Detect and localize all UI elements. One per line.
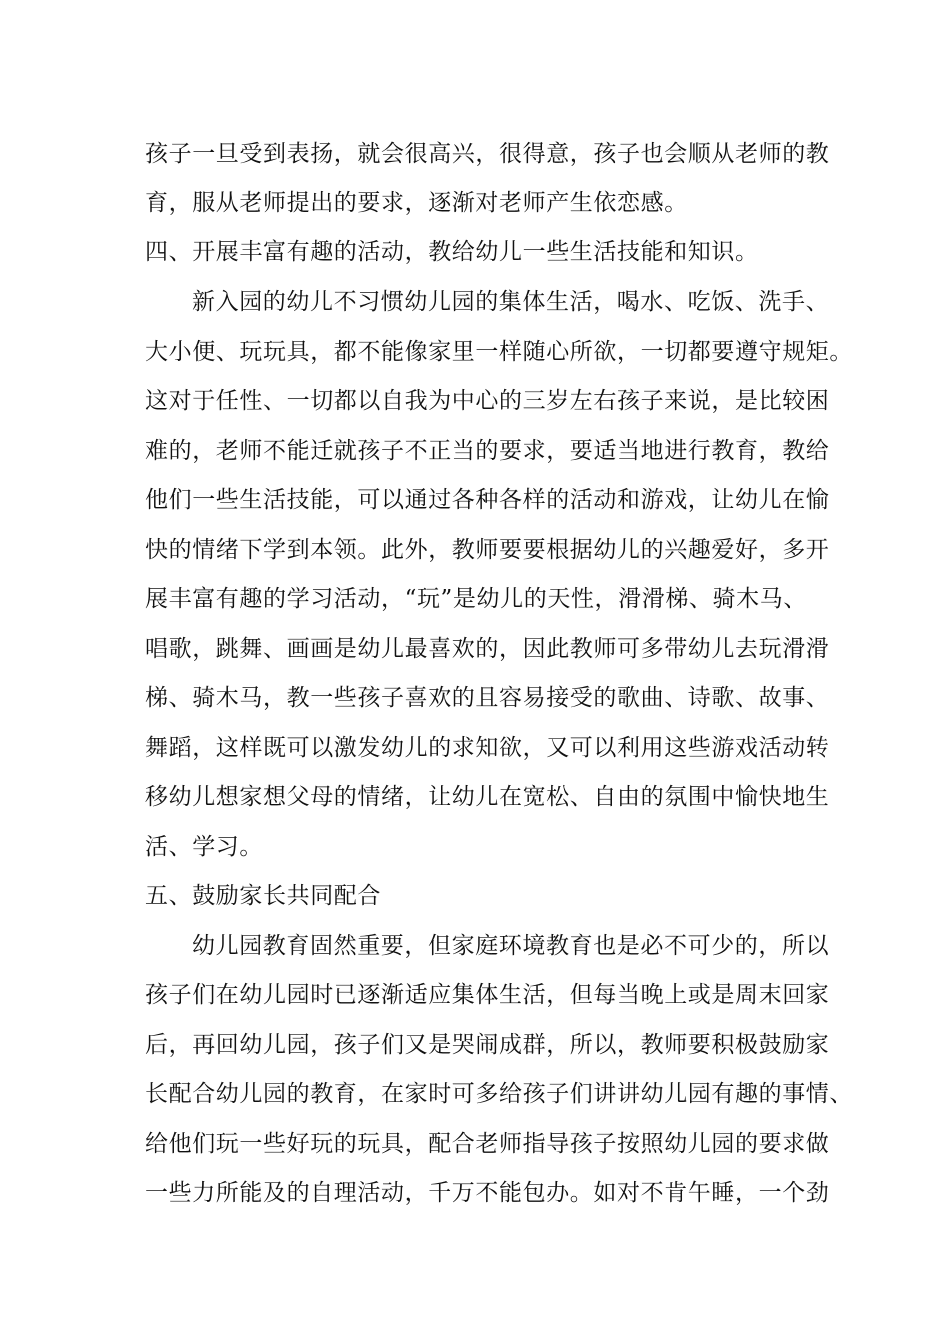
section-heading-5: 五、鼓励家长共同配合 bbox=[145, 883, 381, 909]
text-line-18: 孩子们在幼儿园时已逐渐适应集体生活，但每当晚上或是周末回家 bbox=[145, 982, 830, 1008]
text-line-10: 展丰富有趣的学习活动，“玩”是幼儿的天性，滑滑梯、骑木马、 bbox=[145, 586, 807, 612]
text-line-1: 孩子一旦受到表扬，就会很高兴，很得意，孩子也会顺从老师的教 bbox=[145, 141, 830, 167]
text-line-6: 这对于任性、一切都以自我为中心的三岁左右孩子来说，是比较困 bbox=[145, 388, 830, 414]
text-line-17: 幼儿园教育固然重要，但家庭环境教育也是必不可少的，所以 bbox=[192, 933, 830, 959]
text-line-2: 育，服从老师提出的要求，逐渐对老师产生依恋感。 bbox=[145, 190, 688, 216]
text-line-11: 唱歌，跳舞、画画是幼儿最喜欢的，因此教师可多带幼儿去玩滑滑 bbox=[145, 636, 830, 662]
text-line-19: 后，再回幼儿园，孩子们又是哭闹成群，所以，教师要积极鼓励家 bbox=[145, 1032, 830, 1058]
text-line-22: 一些力所能及的自理活动，千万不能包办。如对不肯午睡，一个劲 bbox=[145, 1180, 830, 1206]
text-line-15: 活、学习。 bbox=[145, 834, 263, 860]
text-line-13: 舞蹈，这样既可以激发幼儿的求知欲，又可以利用这些游戏活动转 bbox=[145, 735, 830, 761]
text-line-7: 难的，老师不能迁就孩子不正当的要求，要适当地进行教育，教给 bbox=[145, 438, 830, 464]
text-line-14: 移幼儿想家想父母的情绪，让幼儿在宽松、自由的氛围中愉快地生 bbox=[145, 784, 830, 810]
text-line-21: 给他们玩一些好玩的玩具，配合老师指导孩子按照幼儿园的要求做 bbox=[145, 1131, 830, 1157]
text-line-5: 大小便、玩玩具，都不能像家里一样随心所欲，一切都要遵守规矩。 bbox=[145, 339, 853, 365]
section-heading-4: 四、开展丰富有趣的活动，教给幼儿一些生活技能和知识。 bbox=[145, 239, 759, 265]
text-line-8: 他们一些生活技能，可以通过各种各样的活动和游戏，让幼儿在愉 bbox=[145, 487, 830, 513]
text-line-9: 快的情绪下学到本领。此外，教师要要根据幼儿的兴趣爱好，多开 bbox=[145, 537, 830, 563]
text-line-12: 梯、骑木马，教一些孩子喜欢的且容易接受的歌曲、诗歌、故事、 bbox=[145, 685, 830, 711]
text-line-4: 新入园的幼儿不习惯幼儿园的集体生活，喝水、吃饭、洗手、 bbox=[192, 289, 830, 315]
text-line-20: 长配合幼儿园的教育，在家时可多给孩子们讲讲幼儿园有趣的事情、 bbox=[145, 1081, 853, 1107]
